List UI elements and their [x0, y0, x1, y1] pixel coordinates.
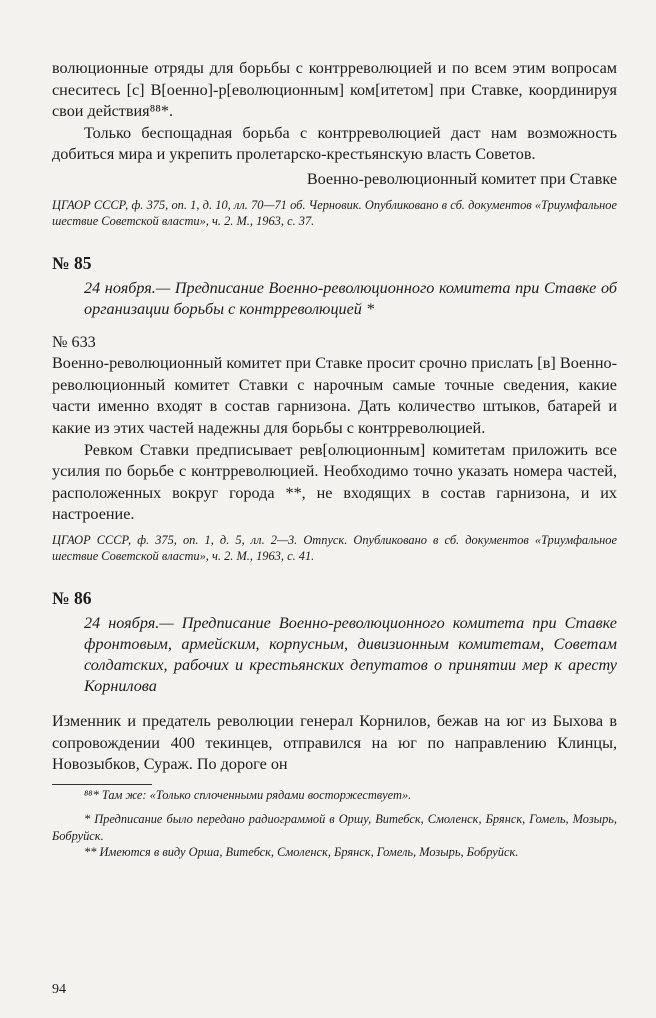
document-number-86: № 86 [52, 587, 92, 608]
footnote: ⁸⁸* Там же: «Только сплоченными рядами восторжествует». [84, 787, 412, 802]
footnote: * Предписание было передано радиограммой в Оршу, Витебск, Смоленск, Брянск, Гомель, Мозырь, Бобруйск. [52, 812, 617, 843]
document-page [52, 58, 617, 861]
footnote-ref-88: ⁸⁸*. [149, 102, 174, 121]
closing-paragraph: Только беспощадная борьба с контрреволюцией даст нам возможность добиться мира и укрепить пролетарско-крестьянскую власть Советов. [52, 123, 617, 164]
document-heading-86: 24 ноября.— Предписание Военно-революционного комитета при Ставке фронтовым, армейским, корпусным, дивизионным комитетам, Советам солдатских, рабочих и крестьянских депутатов о принятии мер к аресту Корнилова [84, 613, 617, 695]
document-heading-85: 24 ноября.— Предписание Военно-революционного комитета при Ставке об организации борьбы с контрреволюцией * [84, 278, 617, 318]
document-number-85: № 85 [52, 252, 92, 273]
body-paragraph: Ревком Ставки предписывает рев[олюционным] комитетам приложить все усилия по борьбе с контрреволюцией. Необходимо точно указать номера частей, расположенных вокруг города **, не входящих в состав гарнизона, и их настроение. [52, 440, 617, 524]
continued-paragraph: волюционные отряды для борьбы с контрреволюцией и по всем этим вопросам снеситесь [с] В[оенно]-р[еволюционным] ком[итетом] при Ставке, координируя свои действия⁸⁸*. [52, 59, 617, 121]
archive-source: ЦГАОР СССР, ф. 375, оп. 1, д. 5, лл. 2—3. Отпуск. Опубликовано в сб. документов «Триумфальное шествие Советской власти», ч. 2. М., 1963, с. 41. [52, 532, 617, 564]
archive-source: ЦГАОР СССР, ф. 375, оп. 1, д. 10, лл. 70—71 об. Черновик. Опубликовано в сб. документов «Триумфальное шествие Советской власти», ч. 2. М., 1963, с. 37. [52, 197, 617, 229]
telegram-number: № 633 [52, 332, 96, 351]
body-paragraph: Изменник и предатель революции генерал Корнилов, бежав на юг из Быхова в сопровождении 400 текинцев, отправился на юг по направлению Клинцы, Новозыбков, Сураж. По дороге он [52, 711, 617, 774]
footnote: ** Имеются в виду Орша, Витебск, Смоленск, Брянск, Гомель, Мозырь, Бобруйск. [84, 845, 519, 860]
body-paragraph: Военно-революционный комитет при Ставке просит срочно прислать [в] Военно-революционный комитет Ставки с нарочным самые точные сведения, какие части именно входят в состав гарнизона. Дать количество штыков, батарей и какие из этих частей надежны для борьбы с контрреволюцией. [52, 354, 617, 437]
footnote-divider [52, 784, 152, 785]
signature: Военно-революционный комитет при Ставке [306, 169, 617, 188]
page-number: 94 [52, 982, 66, 997]
